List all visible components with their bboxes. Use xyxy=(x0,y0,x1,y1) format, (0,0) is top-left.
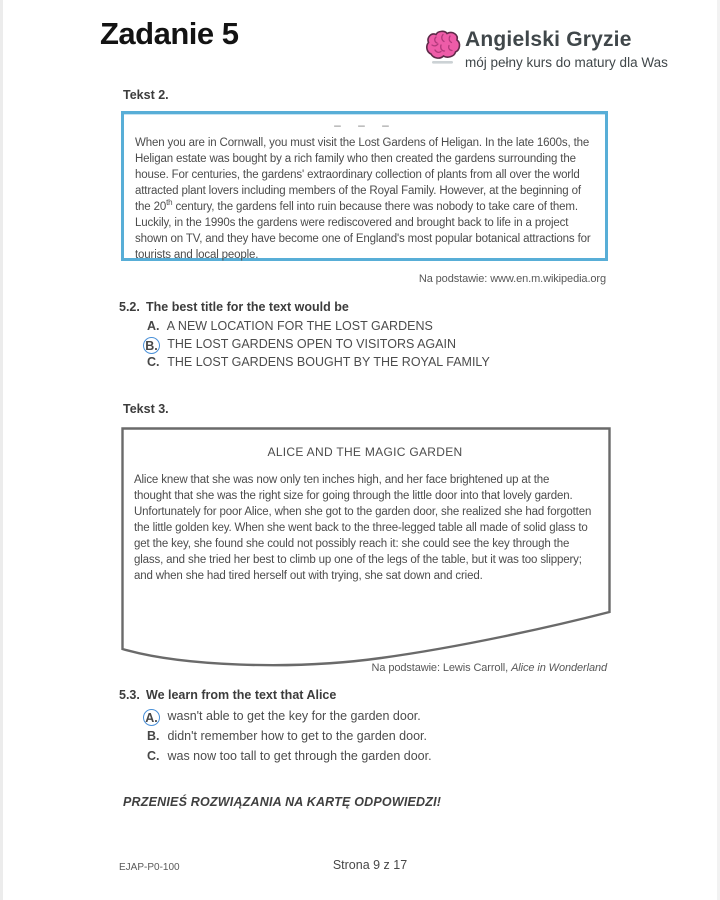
option-text: THE LOST GARDENS OPEN TO VISITORS AGAIN xyxy=(167,336,456,351)
question-number: 5.2. xyxy=(119,300,140,314)
tekst3-title: ALICE AND THE MAGIC GARDEN xyxy=(267,445,463,459)
question-prompt: We learn from the text that Alice xyxy=(146,688,337,702)
tekst2-label: Tekst 2. xyxy=(123,88,169,102)
footer-exam-code: EJAP-P0-100 xyxy=(119,862,180,873)
option-letter: C. xyxy=(147,749,160,763)
tekst2-paragraph: When you are in Cornwall, you must visit the Lost Gardens of Heligan. In the late 1600s, the Heligan estate was bought by a rich family who then created the gardens surrounding the house. For centuries, the gardens' extraordinary collection of plants from all over the world attracted plant lovers including members of the Royal Family. However, at the beginning of the 20th century, the gardens fell into ruin because there was nobody to take care of them. Luckily, in the 1990s the gardens were rediscovered and brought back to life in a project shown on TV, and they have become one of England's most popular botanical attractions for tourists and local people. xyxy=(135,137,591,261)
option-text: didn't remember how to get to the garden door. xyxy=(167,729,427,743)
book-title: Alice in Wonderland xyxy=(511,662,607,674)
brand-tagline: mój pełny kurs do matury dla Was xyxy=(465,55,668,70)
tekst3-attribution: Na podstawie: Lewis Carroll, Alice in Wonderland xyxy=(371,662,607,674)
option-letter-answer-circle: A. xyxy=(143,709,160,726)
option-letter: C. xyxy=(147,354,160,369)
option-row xyxy=(147,726,432,746)
scan-edge-left xyxy=(0,0,3,900)
option-text: THE LOST GARDENS BOUGHT BY THE ROYAL FAMILY xyxy=(167,354,490,369)
question-5-2-heading xyxy=(119,300,490,314)
question-5-3-options xyxy=(147,706,432,766)
tekst3-box xyxy=(121,427,611,672)
brand-logo xyxy=(421,26,696,78)
option-text: A NEW LOCATION FOR THE LOST GARDENS xyxy=(166,319,433,333)
question-5-3-heading xyxy=(119,688,432,702)
option-row xyxy=(147,336,490,354)
page-title: Zadanie 5 xyxy=(100,16,239,51)
tekst3-content xyxy=(134,439,596,584)
option-row xyxy=(147,746,432,766)
footer-page-number: Strona 9 z 17 xyxy=(332,858,408,872)
question-number: 5.3. xyxy=(119,688,140,702)
option-row xyxy=(147,318,490,336)
option-letter: B. xyxy=(147,729,160,743)
option-text: wasn't able to get the key for the garden door. xyxy=(167,709,421,723)
option-row xyxy=(147,706,432,726)
brand-name: Angielski Gryzie xyxy=(465,28,632,51)
option-row xyxy=(147,354,490,372)
tekst2-attribution: Na podstawie: www.en.m.wikipedia.org xyxy=(418,273,606,285)
option-letter: A. xyxy=(147,319,160,333)
question-5-3 xyxy=(119,688,432,766)
option-text: was now too tall to get through the garden door. xyxy=(167,749,432,763)
question-prompt: The best title for the text would be xyxy=(146,300,349,314)
option-letter-answer-circle: B. xyxy=(143,337,160,354)
tekst3-label: Tekst 3. xyxy=(123,402,169,416)
ordinal-superscript: th xyxy=(166,198,173,208)
question-5-2 xyxy=(119,300,490,371)
tekst2-box xyxy=(121,111,608,261)
question-5-2-options xyxy=(147,318,490,371)
brain-icon xyxy=(423,28,463,68)
omitted-title-dashes: – – – xyxy=(334,118,396,132)
transfer-instruction: PRZENIEŚ ROZWIĄZANIA NA KARTĘ ODPOWIEDZI! xyxy=(123,795,442,809)
tekst3-paragraph-1: Alice knew that she was now only ten inches high, and her face brightened up at the thought that she was the right size for going through the little door into that lovely garden. xyxy=(134,474,573,502)
tekst3-paragraph-2: Unfortunately for poor Alice, when she got to the garden door, she realized she had forgotten the little golden key. When she went back to the three-legged table all made of solid glass to get the key, she found she could not possibly reach it: she could see the key through the glass, and she tried her best to climb up one of the legs of the table, but it was too slippery; and when she had tired herself out with trying, she sat down and cried. xyxy=(134,506,592,582)
